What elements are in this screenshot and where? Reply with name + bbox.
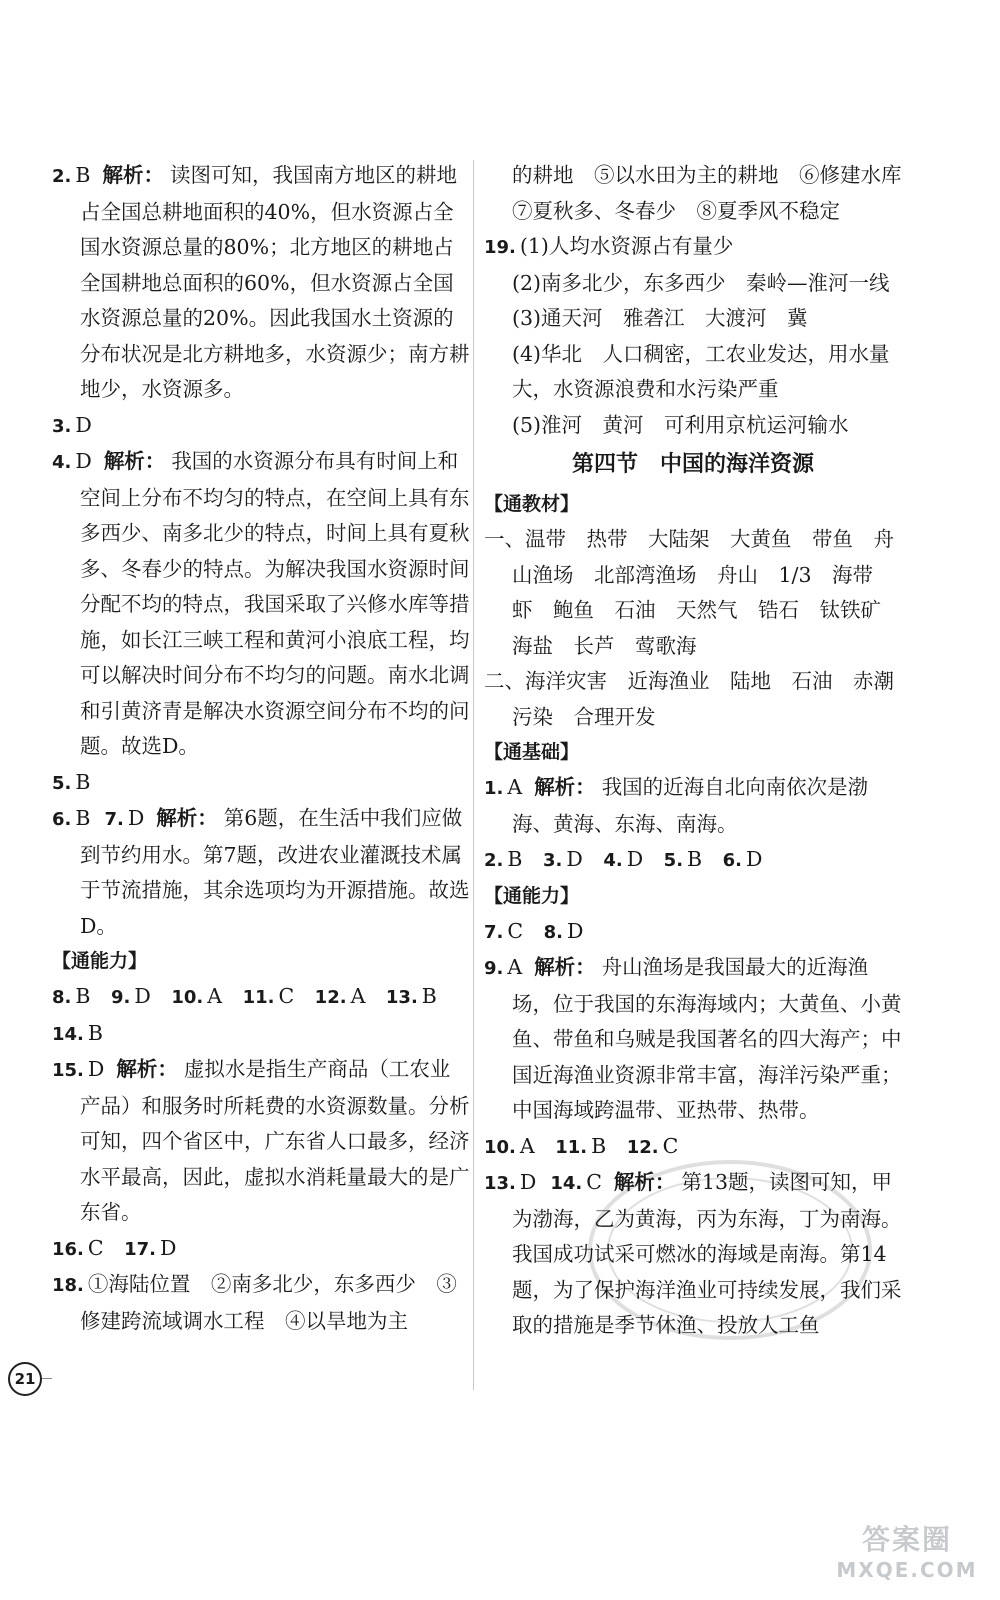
analysis-text: 第13题，读图可知，甲为渤海，乙为黄海，丙为东海，丁为南海。我国成功试采可燃冰的海域是南海。第14题，为了保护海洋渔业可持续发展，我们采取的措施是季节休渔、投放人工鱼: [512, 1170, 902, 1337]
question-number: 7.: [484, 921, 504, 943]
answer-choice: D: [87, 1057, 105, 1081]
question-number: 10.: [484, 1136, 516, 1158]
answer-part-1: (1)人均水资源占有量少: [519, 234, 734, 258]
answer-2: [52, 158, 470, 408]
answer-18: [52, 1267, 470, 1339]
textbook-answers-2: 二、海洋灾害 近海渔业 陆地 石油 赤潮 污染 合理开发: [484, 669, 915, 729]
watermark-url: MXQE.COM: [836, 1558, 978, 1582]
question-number: 9.: [484, 958, 504, 979]
answer-choice: A: [519, 1133, 535, 1158]
question-number: 14.: [550, 1173, 583, 1194]
site-watermark: [822, 1522, 992, 1592]
analysis-label: 解析：: [534, 955, 596, 979]
answer-choice: B: [421, 984, 437, 1008]
answer-choice: D: [746, 847, 763, 871]
question-number: 16.: [52, 1238, 84, 1260]
answer-choice: D: [75, 449, 92, 473]
answer-choice: B: [75, 984, 91, 1008]
answer-choice: C: [507, 918, 524, 943]
analysis-label: 解析：: [102, 163, 164, 187]
section-heading-jichu: 【通基础】: [484, 741, 580, 763]
question-number: 15.: [52, 1060, 84, 1081]
question-number: 3.: [542, 850, 563, 871]
answer-choice: A: [507, 955, 523, 979]
page-number: 21: [8, 1362, 42, 1396]
answer-choice: D: [127, 806, 145, 830]
question-number: 11.: [555, 1136, 588, 1158]
answer-choice: C: [278, 984, 295, 1008]
question-number: 2.: [52, 166, 72, 187]
watermark-logo-text: 答案圈: [861, 1523, 952, 1556]
answer-choice: D: [566, 847, 583, 871]
answer-choice: B: [687, 847, 703, 871]
answer-19-part-4: (4)华北 人口稠密，工农业发达，用水量大，水资源浪费和水污染严重: [512, 341, 890, 401]
answer-choice: A: [350, 984, 366, 1008]
answer-choice: C: [662, 1133, 679, 1158]
question-number: 5.: [663, 850, 684, 871]
answer-choice: B: [591, 1133, 607, 1158]
answer-choice: A: [207, 984, 223, 1008]
answer-choice: B: [75, 769, 91, 794]
answer-choice: C: [87, 1235, 104, 1260]
analysis-text: 舟山渔场是我国最大的近海渔场，位于我国的东海海域内；大黄鱼、小黄鱼、带鱼和乌贼是我国著名的四大海产；中国近海渔业资源非常丰富，海洋污染严重；中国海域跨温带、亚热带、热带。: [512, 955, 902, 1122]
answer-choice: C: [586, 1170, 602, 1194]
question-number: 19.: [484, 237, 516, 258]
question-number: 13.: [385, 987, 418, 1008]
answer-row-16-17: [52, 1231, 470, 1268]
question-number: 8.: [543, 921, 563, 943]
question-number: 18.: [52, 1275, 84, 1296]
question-number: 7.: [104, 809, 124, 830]
question-number: 9.: [110, 987, 131, 1008]
section-heading-jiaocai: 【通教材】: [484, 493, 580, 515]
answer-19-part-5: (5)淮河 黄河 可利用京杭运河输水: [512, 412, 849, 437]
answer-row-2-6: [484, 842, 902, 879]
question-number: 14.: [52, 1023, 84, 1045]
question-number: 6.: [722, 850, 743, 871]
question-number: 1.: [484, 778, 504, 799]
analysis-label: 解析：: [103, 449, 166, 473]
answer-14: [52, 1016, 470, 1053]
answer-3: [52, 408, 470, 445]
analysis-text: 我国的近海自北向南依次是渤海、黄海、东海、南海。: [512, 775, 869, 836]
page-number-rule: [42, 1378, 52, 1379]
section-title: 第四节 中国的海洋资源: [571, 452, 814, 477]
answer-row-10-12: [484, 1129, 902, 1166]
answer-18-continued: 的耕地 ⑤以水田为主的耕地 ⑥修建水库 ⑦夏秋多、冬春少 ⑧夏季风不稳定: [512, 163, 922, 223]
answer-5: [52, 765, 470, 802]
question-number: 12.: [314, 987, 347, 1008]
answer-choice: D: [626, 847, 644, 871]
question-number: 8.: [52, 987, 72, 1008]
analysis-text: 虚拟水是指生产商品（工农业产品）和服务时所耗费的水资源数量。分析可知，四个省区中，广东省人口最多，经济水平最高，因此，虚拟水消耗量最大的是广东省。: [80, 1057, 470, 1224]
answer-choice: D: [75, 412, 92, 437]
answer-choice: D: [160, 1235, 177, 1260]
answer-19-part-2: (2)南多北少，东多西少 秦岭—淮河一线 (3)通天河 雅砻江 大渡河 冀: [512, 270, 911, 330]
section-heading-nengli: 【通能力】: [52, 950, 148, 972]
answer-choice: B: [87, 1020, 103, 1045]
answer-choice: D: [566, 918, 584, 943]
question-number: 5.: [52, 772, 72, 794]
answer-9: [484, 950, 902, 1129]
answer-6-7: [52, 801, 470, 944]
answer-row-7-8: [484, 914, 902, 951]
analysis-text: 我国的水资源分布具有时间上和空间上分布不均匀的特点，在空间上具有东多西少、南多北少的特点，时间上具有夏秋多、冬春少的特点。为解决我国水资源时间分配不均的特点，我国采取了兴修水库等措施，如长江三峡工程和黄河小浪底工程，均可以解决时间分布不均匀的问题。南水北调和引黄济青是解决水资源空间分布不均的问题。故选D。: [80, 449, 470, 758]
answer-13-14: [484, 1165, 902, 1344]
analysis-label: 解析：: [116, 1057, 178, 1081]
answer-4: [52, 444, 470, 765]
question-number: 3.: [52, 415, 72, 437]
question-number: 6.: [52, 809, 72, 830]
answer-choice: B: [75, 163, 91, 187]
answer-text: ①海陆位置 ②南多北少，东多西少 ③修建跨流域调水工程 ④以旱地为主: [80, 1272, 457, 1333]
answer-choice: B: [75, 806, 91, 830]
question-number: 2.: [484, 850, 504, 871]
question-number: 17.: [124, 1238, 156, 1260]
analysis-label: 解析：: [156, 806, 218, 830]
question-number: 12.: [626, 1136, 659, 1158]
answer-choice: D: [134, 984, 151, 1008]
answer-choice: A: [507, 775, 523, 799]
question-number: 10.: [171, 987, 204, 1008]
analysis-label: 解析：: [613, 1170, 676, 1194]
textbook-answers-1: 一、温带 热带 大陆架 大黄鱼 带鱼 舟山渔场 北部湾渔场 舟山 1/3 海带 虾 鲍鱼 石油 天然气 锆石 钛铁矿 海盐 长芦 莺歌海: [484, 527, 902, 658]
question-number: 11.: [242, 987, 275, 1008]
left-column: [52, 158, 470, 1339]
section-heading-nengli: 【通能力】: [484, 884, 580, 907]
analysis-label: 解析：: [534, 775, 596, 799]
analysis-text: 读图可知，我国南方地区的耕地占全国总耕地面积的40%，但水资源占全国水资源总量的80%；北方地区的耕地占全国耕地总面积的60%，但水资源占全国水资源总量的20%。因此我国水土资源的分布状况是北方耕地多，水资源少；南方耕地少，水资源多。: [80, 163, 470, 401]
analysis-text: 第6题，在生活中我们应做到节约用水。第7题，改进农业灌溉技术属于节流措施，其余选项均为开源措施。故选D。: [80, 806, 470, 938]
question-number: 13.: [484, 1173, 516, 1194]
answer-19: [484, 229, 902, 266]
answer-choice: B: [507, 847, 523, 871]
right-column: [484, 158, 922, 1344]
question-number: 4.: [603, 850, 623, 871]
answer-row-8-13: [52, 979, 470, 1016]
answer-15: [52, 1052, 470, 1231]
question-number: 4.: [52, 452, 72, 473]
answer-choice: D: [519, 1170, 537, 1194]
column-divider: [473, 160, 474, 1390]
answer-1: [484, 770, 902, 842]
